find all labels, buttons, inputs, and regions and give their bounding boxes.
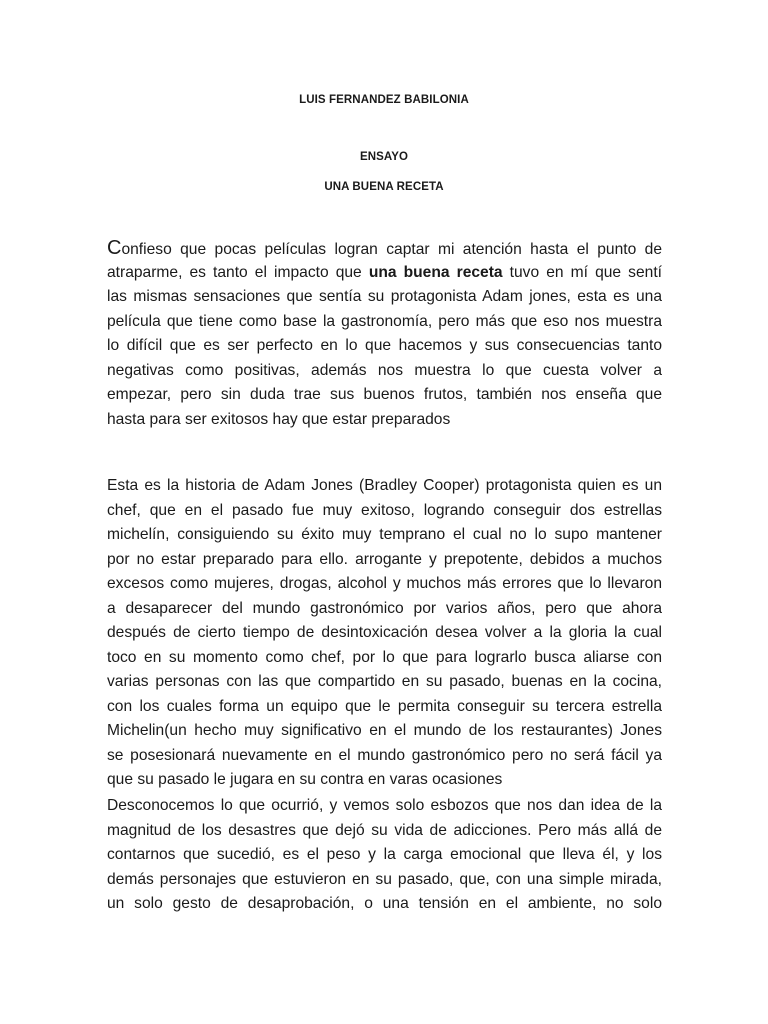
paragraph-2 bbox=[107, 474, 662, 793]
paragraph-line: Esta es la historia de Adam Jones (Bradley Cooper) protagonista quien es un bbox=[107, 477, 662, 494]
paragraph-1 bbox=[107, 236, 662, 432]
paragraph-line bbox=[107, 236, 662, 261]
line-text: onfieso que pocas películas logran captar mi atención hasta el punto de bbox=[121, 241, 662, 258]
line-text: atraparme, es tanto el impacto que bbox=[107, 263, 369, 281]
paragraph-line: un solo gesto de desaprobación, o una tensión en el ambiente, no solo bbox=[107, 895, 662, 912]
paragraph-line: lo difícil que es ser perfecto en lo que hacemos y sus consecuencias tanto bbox=[107, 337, 662, 354]
paragraph-line: por no estar preparado para ello. arrogante y prepotente, debidos a muchos bbox=[107, 550, 662, 568]
paragraph-line bbox=[107, 261, 662, 286]
paragraph-line: Michelin(un hecho muy significativo en el mundo de los restaurantes) Jones bbox=[107, 722, 662, 739]
paragraph-line: empezar, pero sin duda trae sus buenos frutos, también nos enseña que bbox=[107, 386, 662, 403]
paragraph-line: chef, que en el pasado fue muy exitoso, logrando conseguir dos estrellas bbox=[107, 501, 662, 519]
author-name: LUIS FERNANDEZ BABILONIA bbox=[299, 94, 469, 106]
paragraph-line: después de cierto tiempo de desintoxicación desea volver a la gloria la cual bbox=[107, 624, 662, 641]
paragraph-line: las mismas sensaciones que sentía su protagonista Adam jones, esta es una bbox=[107, 288, 662, 305]
paragraph-line: magnitud de los desastres que dejó su vida de adicciones. Pero más allá de bbox=[107, 821, 662, 839]
paragraph-line: excesos como mujeres, drogas, alcohol y muchos más errores que lo llevaron bbox=[107, 575, 662, 592]
paragraph-line: que su pasado le jugara en su contra en varas ocasiones bbox=[107, 771, 503, 788]
paragraph-line: hasta para ser exitosos hay que estar preparados bbox=[107, 410, 451, 428]
paragraph-line: con los cuales forma un equipo que le permita conseguir su tercera estrella bbox=[107, 697, 662, 715]
drop-letter: C bbox=[107, 237, 122, 259]
paragraph-line: a desaparecer del mundo gastronómico por varios años, pero que ahora bbox=[107, 599, 662, 617]
document-type: ENSAYO bbox=[359, 151, 409, 163]
paragraph-line: contarnos que sucedió, es el peso y la carga emocional que lleva él, y los bbox=[107, 846, 662, 863]
paragraph-line: película que tiene como base la gastronomía, pero más que eso nos muestra bbox=[107, 312, 662, 330]
paragraph-line: negativas como positivas, además nos muestra lo que cuesta volver a bbox=[107, 361, 662, 379]
paragraph-line: Desconocemos lo que ocurrió, y vemos solo esbozos que nos dan idea de la bbox=[107, 797, 662, 814]
film-title-bold: una buena receta bbox=[368, 263, 503, 281]
paragraph-line: toco en su momento como chef, por lo que para lograrlo busca aliarse con bbox=[107, 648, 662, 666]
paragraph-line: michelín, consiguiendo su éxito muy temprano el cual no lo supo mantener bbox=[107, 526, 662, 543]
paragraph-line: varias personas con las que compartido en su pasado, buenas en la cocina, bbox=[107, 673, 662, 690]
paragraph-3 bbox=[107, 794, 662, 917]
line-text: tuvo en mí que sentí bbox=[502, 263, 662, 281]
paragraph-line: demás personajes que estuvieron en su pasado, que, con una simple mirada, bbox=[107, 870, 662, 888]
document-title: UNA BUENA RECETA bbox=[324, 181, 444, 193]
paragraph-line: se posesionará nuevamente en el mundo gastronómico pero no será fácil ya bbox=[107, 746, 662, 764]
